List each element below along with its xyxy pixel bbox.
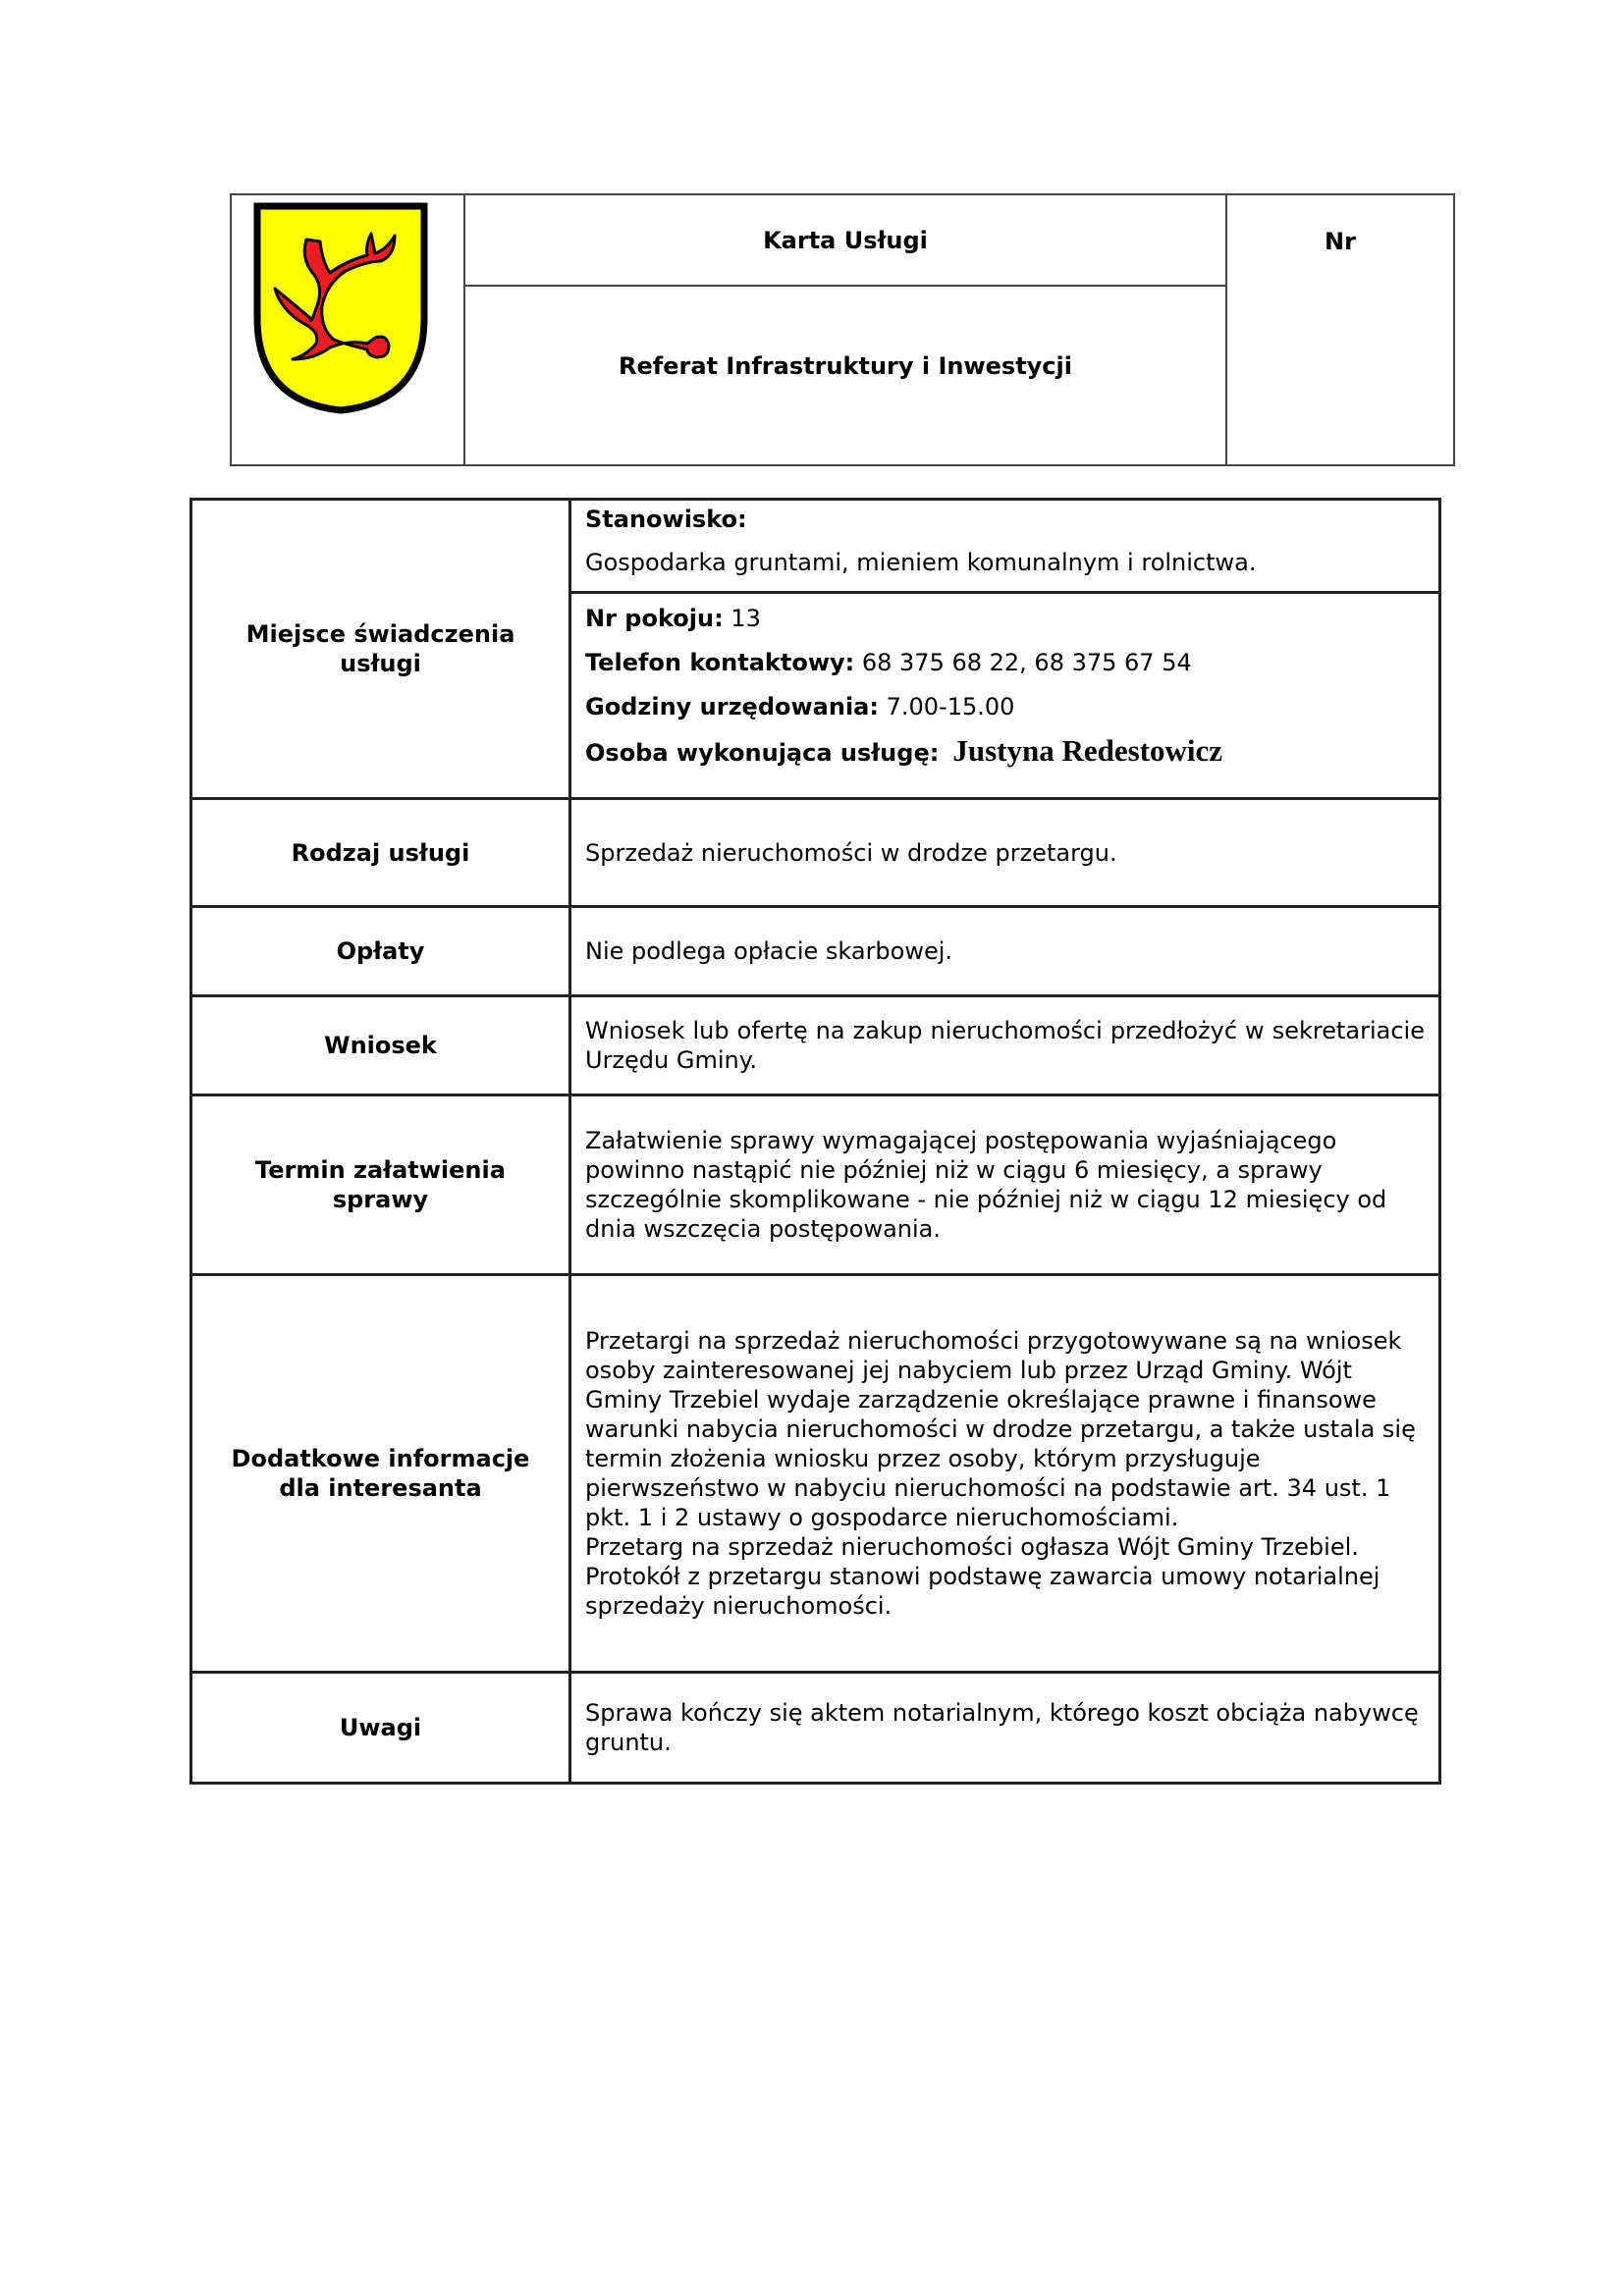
header-middle (465, 195, 1227, 464)
value-deadline: Załatwienie sprawy wymagającej postępowania wyjaśniającego powinno nastąpić nie później niż w ciągu 6 miesięcy, a sprawy szczególnie skomplikowane - nie później niż w ciągu 12 miesięcy od dnia wszczęcia postępowania. (570, 1095, 1440, 1275)
value-remarks: Sprawa kończy się aktem notarialnym, którego koszt obciąża nabywcę gruntu. (570, 1673, 1440, 1784)
value-fees: Nie podlega opłacie skarbowej. (570, 907, 1440, 996)
value-place (570, 500, 1440, 799)
phone-value: 68 375 68 22, 68 375 67 54 (854, 648, 1192, 676)
hours-label: Godziny urzędowania: (585, 692, 879, 721)
value-service-type: Sprzedaż nieruchomości w drodze przetargu. (570, 799, 1440, 907)
room-label: Nr pokoju: (585, 604, 724, 632)
service-table (189, 498, 1441, 1785)
label-remarks: Uwagi (191, 1673, 570, 1784)
row-deadline (191, 1095, 1440, 1275)
phone-line (585, 648, 1425, 677)
position-value: Gospodarka gruntami, mieniem komunalnym i rolnictwa. (585, 548, 1257, 576)
label-application: Wniosek (191, 996, 570, 1095)
logo-cell (232, 195, 465, 464)
department-name: Referat Infrastruktury i Inwestycji (619, 351, 1072, 380)
row-service-type (191, 799, 1440, 907)
hours-value: 7.00-15.00 (878, 692, 1015, 721)
row-application (191, 996, 1440, 1095)
contact-block (571, 594, 1438, 796)
additional-paragraph-2: Przetarg na sprzedaż nieruchomości ogłasza Wójt Gminy Trzebiel. (585, 1533, 1359, 1561)
additional-paragraph-1: Przetargi na sprzedaż nieruchomości przygotowywane są na wniosek osoby zainteresowanej jej nabyciem lub przez Urząd Gminy. Wójt Gminy Trzebiel wydaje zarządzenie określające prawne i finansowe warunki nabycia nieruchomości w drodze przetargu, a także ustala się termin złożenia wniosku przez osoby, którym przysługuje pierwszeństwo w nabyciu nieruchomości na podstawie art. 34 ust. 1 pkt. 1 i 2 ustawy o gospodarce nieruchomościami. (585, 1327, 1416, 1531)
position-block (571, 503, 1438, 594)
person-line (585, 732, 1425, 768)
label-deadline: Termin załatwienia sprawy (191, 1095, 570, 1275)
number-label: Nr (1325, 227, 1356, 255)
value-additional (570, 1275, 1440, 1673)
label-service-type: Rodzaj usługi (191, 799, 570, 907)
row-additional (191, 1275, 1440, 1673)
hours-line (585, 692, 1425, 721)
person-label: Osoba wykonująca usługę: (585, 738, 940, 767)
room-value: 13 (723, 604, 761, 632)
additional-paragraph-3: Protokół z przetargu stanowi podstawę zawarcia umowy notarialnej sprzedaży nieruchomości. (585, 1563, 1380, 1620)
card-title: Karta Usługi (465, 195, 1225, 287)
value-application: Wniosek lub ofertę na zakup nieruchomości przedłożyć w sekretariacie Urzędu Gminy. (570, 996, 1440, 1095)
person-signature: Justyna Redestowicz (952, 732, 1222, 768)
position-label: Stanowisko: (585, 505, 747, 533)
row-remarks (191, 1673, 1440, 1784)
room-line (585, 604, 1425, 633)
label-place: Miejsce świadczenia usługi (191, 500, 570, 799)
phone-label: Telefon kontaktowy: (585, 648, 855, 676)
row-fees (191, 907, 1440, 996)
label-fees: Opłaty (191, 907, 570, 996)
coat-of-arms-icon (251, 200, 430, 416)
header-table (230, 193, 1455, 466)
label-additional: Dodatkowe informacje dla interesanta (191, 1275, 570, 1673)
row-place (191, 500, 1440, 799)
